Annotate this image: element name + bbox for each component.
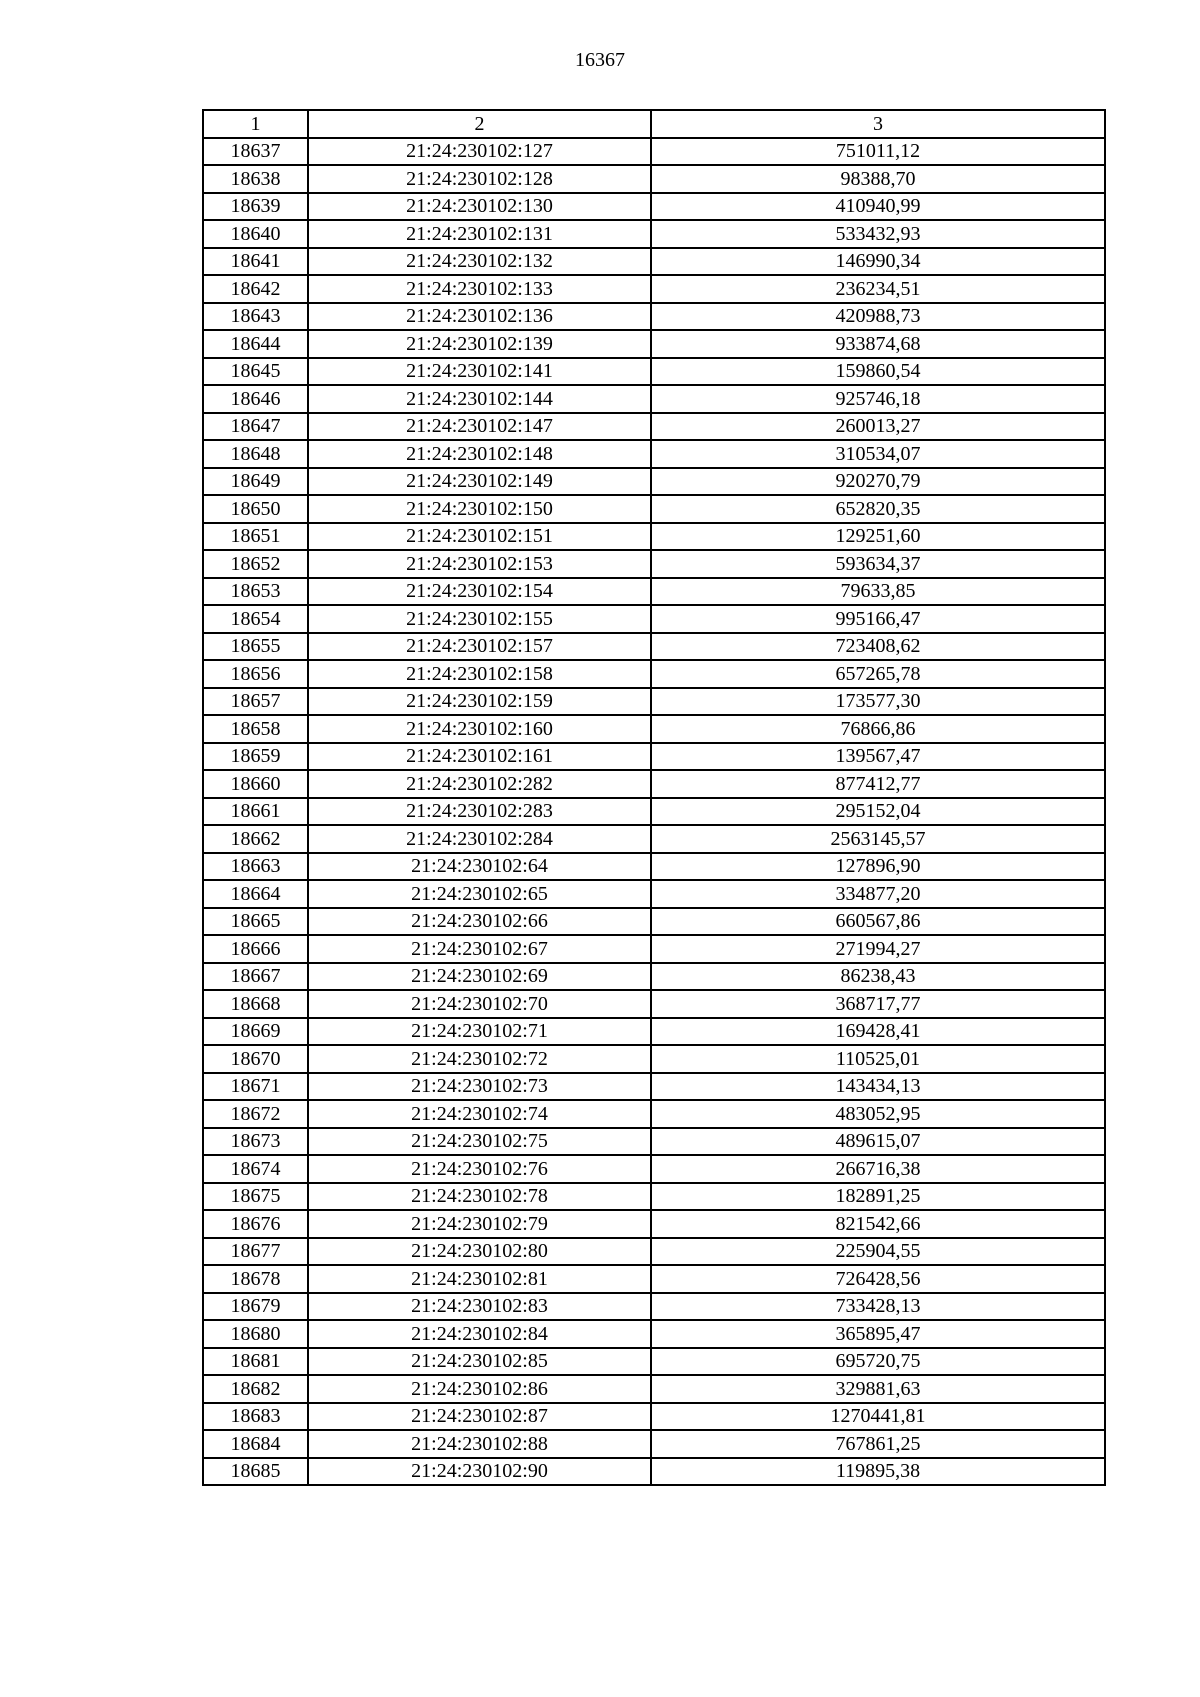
table-row [203, 1458, 1105, 1486]
cadastral-value-cell: 119895,38 [651, 1458, 1105, 1486]
cadastral-number-cell: 21:24:230102:127 [308, 138, 651, 166]
table-row [203, 1018, 1105, 1046]
cadastral-number-cell: 21:24:230102:144 [308, 385, 651, 413]
row-number-cell: 18659 [203, 743, 308, 771]
row-number-cell: 18637 [203, 138, 308, 166]
row-number-cell: 18660 [203, 770, 308, 798]
table-row [203, 1183, 1105, 1211]
table-row [203, 358, 1105, 386]
cadastral-value-cell: 365895,47 [651, 1320, 1105, 1348]
cadastral-number-cell: 21:24:230102:159 [308, 688, 651, 716]
cadastral-value-cell: 127896,90 [651, 853, 1105, 881]
cadastral-value-cell: 1270441,81 [651, 1403, 1105, 1431]
table-row [203, 1073, 1105, 1101]
row-number-cell: 18656 [203, 660, 308, 688]
table-row [203, 1100, 1105, 1128]
table-row [203, 275, 1105, 303]
cadastral-value-cell: 751011,12 [651, 138, 1105, 166]
table-row [203, 440, 1105, 468]
cadastral-number-cell: 21:24:230102:132 [308, 248, 651, 276]
cadastral-number-cell: 21:24:230102:73 [308, 1073, 651, 1101]
cadastral-value-cell: 236234,51 [651, 275, 1105, 303]
cadastral-number-cell: 21:24:230102:76 [308, 1155, 651, 1183]
cadastral-number-cell: 21:24:230102:74 [308, 1100, 651, 1128]
row-number-cell: 18667 [203, 963, 308, 991]
row-number-cell: 18685 [203, 1458, 308, 1486]
table-row [203, 743, 1105, 771]
row-number-cell: 18651 [203, 523, 308, 551]
cadastral-value-cell: 86238,43 [651, 963, 1105, 991]
table-row [203, 1238, 1105, 1266]
row-number-cell: 18654 [203, 605, 308, 633]
cadastral-value-cell: 225904,55 [651, 1238, 1105, 1266]
table-row [203, 578, 1105, 606]
cadastral-value-cell: 76866,86 [651, 715, 1105, 743]
table-row [203, 193, 1105, 221]
table-row [203, 138, 1105, 166]
row-number-cell: 18646 [203, 385, 308, 413]
cadastral-number-cell: 21:24:230102:154 [308, 578, 651, 606]
cadastral-value-cell: 266716,38 [651, 1155, 1105, 1183]
row-number-cell: 18666 [203, 935, 308, 963]
cadastral-number-cell: 21:24:230102:153 [308, 550, 651, 578]
row-number-cell: 18650 [203, 495, 308, 523]
column-header-3: 3 [651, 110, 1105, 138]
cadastral-value-cell: 295152,04 [651, 798, 1105, 826]
cadastral-value-cell: 139567,47 [651, 743, 1105, 771]
table-row [203, 523, 1105, 551]
column-header-2: 2 [308, 110, 651, 138]
cadastral-value-cell: 271994,27 [651, 935, 1105, 963]
table-row [203, 798, 1105, 826]
cadastral-number-cell: 21:24:230102:160 [308, 715, 651, 743]
table-row [203, 1430, 1105, 1458]
row-number-cell: 18672 [203, 1100, 308, 1128]
row-number-cell: 18664 [203, 880, 308, 908]
cadastral-value-cell: 146990,34 [651, 248, 1105, 276]
table-row [203, 770, 1105, 798]
row-number-cell: 18642 [203, 275, 308, 303]
cadastral-number-cell: 21:24:230102:151 [308, 523, 651, 551]
row-number-cell: 18677 [203, 1238, 308, 1266]
cadastral-number-cell: 21:24:230102:150 [308, 495, 651, 523]
column-header-1: 1 [203, 110, 308, 138]
cadastral-value-cell: 173577,30 [651, 688, 1105, 716]
table-row [203, 495, 1105, 523]
row-number-cell: 18674 [203, 1155, 308, 1183]
table-row [203, 1155, 1105, 1183]
row-number-cell: 18678 [203, 1265, 308, 1293]
cadastral-value-cell: 420988,73 [651, 303, 1105, 331]
cadastral-number-cell: 21:24:230102:155 [308, 605, 651, 633]
cadastral-number-cell: 21:24:230102:90 [308, 1458, 651, 1486]
cadastral-number-cell: 21:24:230102:80 [308, 1238, 651, 1266]
cadastral-value-cell: 726428,56 [651, 1265, 1105, 1293]
cadastral-number-cell: 21:24:230102:133 [308, 275, 651, 303]
cadastral-value-cell: 182891,25 [651, 1183, 1105, 1211]
table-row [203, 1403, 1105, 1431]
cadastral-value-cell: 98388,70 [651, 165, 1105, 193]
row-number-cell: 18641 [203, 248, 308, 276]
row-number-cell: 18645 [203, 358, 308, 386]
row-number-cell: 18648 [203, 440, 308, 468]
page-number: 16367 [575, 49, 625, 71]
cadastral-value-cell: 925746,18 [651, 385, 1105, 413]
cadastral-number-cell: 21:24:230102:282 [308, 770, 651, 798]
row-number-cell: 18643 [203, 303, 308, 331]
table-row [203, 1320, 1105, 1348]
row-number-cell: 18676 [203, 1210, 308, 1238]
cadastral-number-cell: 21:24:230102:78 [308, 1183, 651, 1211]
cadastral-number-cell: 21:24:230102:66 [308, 908, 651, 936]
cadastral-value-cell: 110525,01 [651, 1045, 1105, 1073]
row-number-cell: 18668 [203, 990, 308, 1018]
table-row [203, 660, 1105, 688]
table-row [203, 1293, 1105, 1321]
cadastral-value-cell: 483052,95 [651, 1100, 1105, 1128]
cadastral-value-cell: 334877,20 [651, 880, 1105, 908]
cadastral-number-cell: 21:24:230102:70 [308, 990, 651, 1018]
cadastral-value-table [202, 109, 1106, 1486]
table-row [203, 715, 1105, 743]
table-row [203, 633, 1105, 661]
row-number-cell: 18644 [203, 330, 308, 358]
table-row [203, 413, 1105, 441]
cadastral-number-cell: 21:24:230102:148 [308, 440, 651, 468]
cadastral-value-cell: 657265,78 [651, 660, 1105, 688]
cadastral-value-cell: 695720,75 [651, 1348, 1105, 1376]
row-number-cell: 18669 [203, 1018, 308, 1046]
table-row [203, 853, 1105, 881]
cadastral-number-cell: 21:24:230102:72 [308, 1045, 651, 1073]
cadastral-number-cell: 21:24:230102:128 [308, 165, 651, 193]
cadastral-number-cell: 21:24:230102:157 [308, 633, 651, 661]
cadastral-number-cell: 21:24:230102:65 [308, 880, 651, 908]
cadastral-value-cell: 660567,86 [651, 908, 1105, 936]
cadastral-number-cell: 21:24:230102:71 [308, 1018, 651, 1046]
row-number-cell: 18683 [203, 1403, 308, 1431]
cadastral-value-cell: 159860,54 [651, 358, 1105, 386]
row-number-cell: 18670 [203, 1045, 308, 1073]
cadastral-number-cell: 21:24:230102:87 [308, 1403, 651, 1431]
cadastral-number-cell: 21:24:230102:158 [308, 660, 651, 688]
cadastral-value-cell: 260013,27 [651, 413, 1105, 441]
table-row [203, 990, 1105, 1018]
table-row [203, 165, 1105, 193]
cadastral-number-cell: 21:24:230102:147 [308, 413, 651, 441]
row-number-cell: 18652 [203, 550, 308, 578]
table-row [203, 1128, 1105, 1156]
table-row [203, 963, 1105, 991]
cadastral-value-cell: 821542,66 [651, 1210, 1105, 1238]
cadastral-number-cell: 21:24:230102:85 [308, 1348, 651, 1376]
row-number-cell: 18638 [203, 165, 308, 193]
cadastral-value-cell: 877412,77 [651, 770, 1105, 798]
cadastral-number-cell: 21:24:230102:86 [308, 1375, 651, 1403]
row-number-cell: 18649 [203, 468, 308, 496]
cadastral-value-cell: 329881,63 [651, 1375, 1105, 1403]
row-number-cell: 18679 [203, 1293, 308, 1321]
row-number-cell: 18680 [203, 1320, 308, 1348]
table-row [203, 330, 1105, 358]
cadastral-value-cell: 143434,13 [651, 1073, 1105, 1101]
cadastral-number-cell: 21:24:230102:136 [308, 303, 651, 331]
cadastral-number-cell: 21:24:230102:88 [308, 1430, 651, 1458]
table-row [203, 1045, 1105, 1073]
row-number-cell: 18655 [203, 633, 308, 661]
row-number-cell: 18675 [203, 1183, 308, 1211]
cadastral-value-cell: 368717,77 [651, 990, 1105, 1018]
table-row [203, 1210, 1105, 1238]
table-row [203, 385, 1105, 413]
table-row [203, 220, 1105, 248]
table-row [203, 605, 1105, 633]
cadastral-value-cell: 593634,37 [651, 550, 1105, 578]
table-row [203, 880, 1105, 908]
table-row [203, 1348, 1105, 1376]
cadastral-value-cell: 733428,13 [651, 1293, 1105, 1321]
cadastral-value-cell: 79633,85 [651, 578, 1105, 606]
cadastral-number-cell: 21:24:230102:84 [308, 1320, 651, 1348]
row-number-cell: 18661 [203, 798, 308, 826]
cadastral-number-cell: 21:24:230102:83 [308, 1293, 651, 1321]
cadastral-value-cell: 533432,93 [651, 220, 1105, 248]
table-row [203, 550, 1105, 578]
cadastral-value-cell: 310534,07 [651, 440, 1105, 468]
cadastral-value-cell: 169428,41 [651, 1018, 1105, 1046]
row-number-cell: 18682 [203, 1375, 308, 1403]
row-number-cell: 18657 [203, 688, 308, 716]
row-number-cell: 18639 [203, 193, 308, 221]
cadastral-number-cell: 21:24:230102:141 [308, 358, 651, 386]
cadastral-number-cell: 21:24:230102:81 [308, 1265, 651, 1293]
cadastral-value-cell: 920270,79 [651, 468, 1105, 496]
cadastral-number-cell: 21:24:230102:284 [308, 825, 651, 853]
cadastral-number-cell: 21:24:230102:64 [308, 853, 651, 881]
cadastral-number-cell: 21:24:230102:131 [308, 220, 651, 248]
table-body [203, 138, 1105, 1486]
row-number-cell: 18662 [203, 825, 308, 853]
table-row [203, 248, 1105, 276]
cadastral-number-cell: 21:24:230102:283 [308, 798, 651, 826]
table-row [203, 825, 1105, 853]
cadastral-number-cell: 21:24:230102:139 [308, 330, 651, 358]
cadastral-value-cell: 933874,68 [651, 330, 1105, 358]
cadastral-number-cell: 21:24:230102:67 [308, 935, 651, 963]
row-number-cell: 18658 [203, 715, 308, 743]
table-row [203, 935, 1105, 963]
table-header-row [203, 110, 1105, 138]
table-row [203, 303, 1105, 331]
cadastral-value-cell: 410940,99 [651, 193, 1105, 221]
cadastral-number-cell: 21:24:230102:130 [308, 193, 651, 221]
cadastral-number-cell: 21:24:230102:75 [308, 1128, 651, 1156]
cadastral-value-cell: 652820,35 [651, 495, 1105, 523]
cadastral-number-cell: 21:24:230102:69 [308, 963, 651, 991]
cadastral-value-cell: 767861,25 [651, 1430, 1105, 1458]
cadastral-value-cell: 2563145,57 [651, 825, 1105, 853]
table-row [203, 468, 1105, 496]
cadastral-number-cell: 21:24:230102:149 [308, 468, 651, 496]
row-number-cell: 18681 [203, 1348, 308, 1376]
table-row [203, 688, 1105, 716]
row-number-cell: 18653 [203, 578, 308, 606]
cadastral-value-cell: 129251,60 [651, 523, 1105, 551]
cadastral-number-cell: 21:24:230102:79 [308, 1210, 651, 1238]
table-row [203, 1265, 1105, 1293]
row-number-cell: 18647 [203, 413, 308, 441]
row-number-cell: 18665 [203, 908, 308, 936]
table-row [203, 908, 1105, 936]
row-number-cell: 18663 [203, 853, 308, 881]
row-number-cell: 18684 [203, 1430, 308, 1458]
cadastral-value-cell: 489615,07 [651, 1128, 1105, 1156]
table-row [203, 1375, 1105, 1403]
row-number-cell: 18671 [203, 1073, 308, 1101]
row-number-cell: 18640 [203, 220, 308, 248]
cadastral-value-cell: 995166,47 [651, 605, 1105, 633]
cadastral-value-cell: 723408,62 [651, 633, 1105, 661]
row-number-cell: 18673 [203, 1128, 308, 1156]
cadastral-number-cell: 21:24:230102:161 [308, 743, 651, 771]
